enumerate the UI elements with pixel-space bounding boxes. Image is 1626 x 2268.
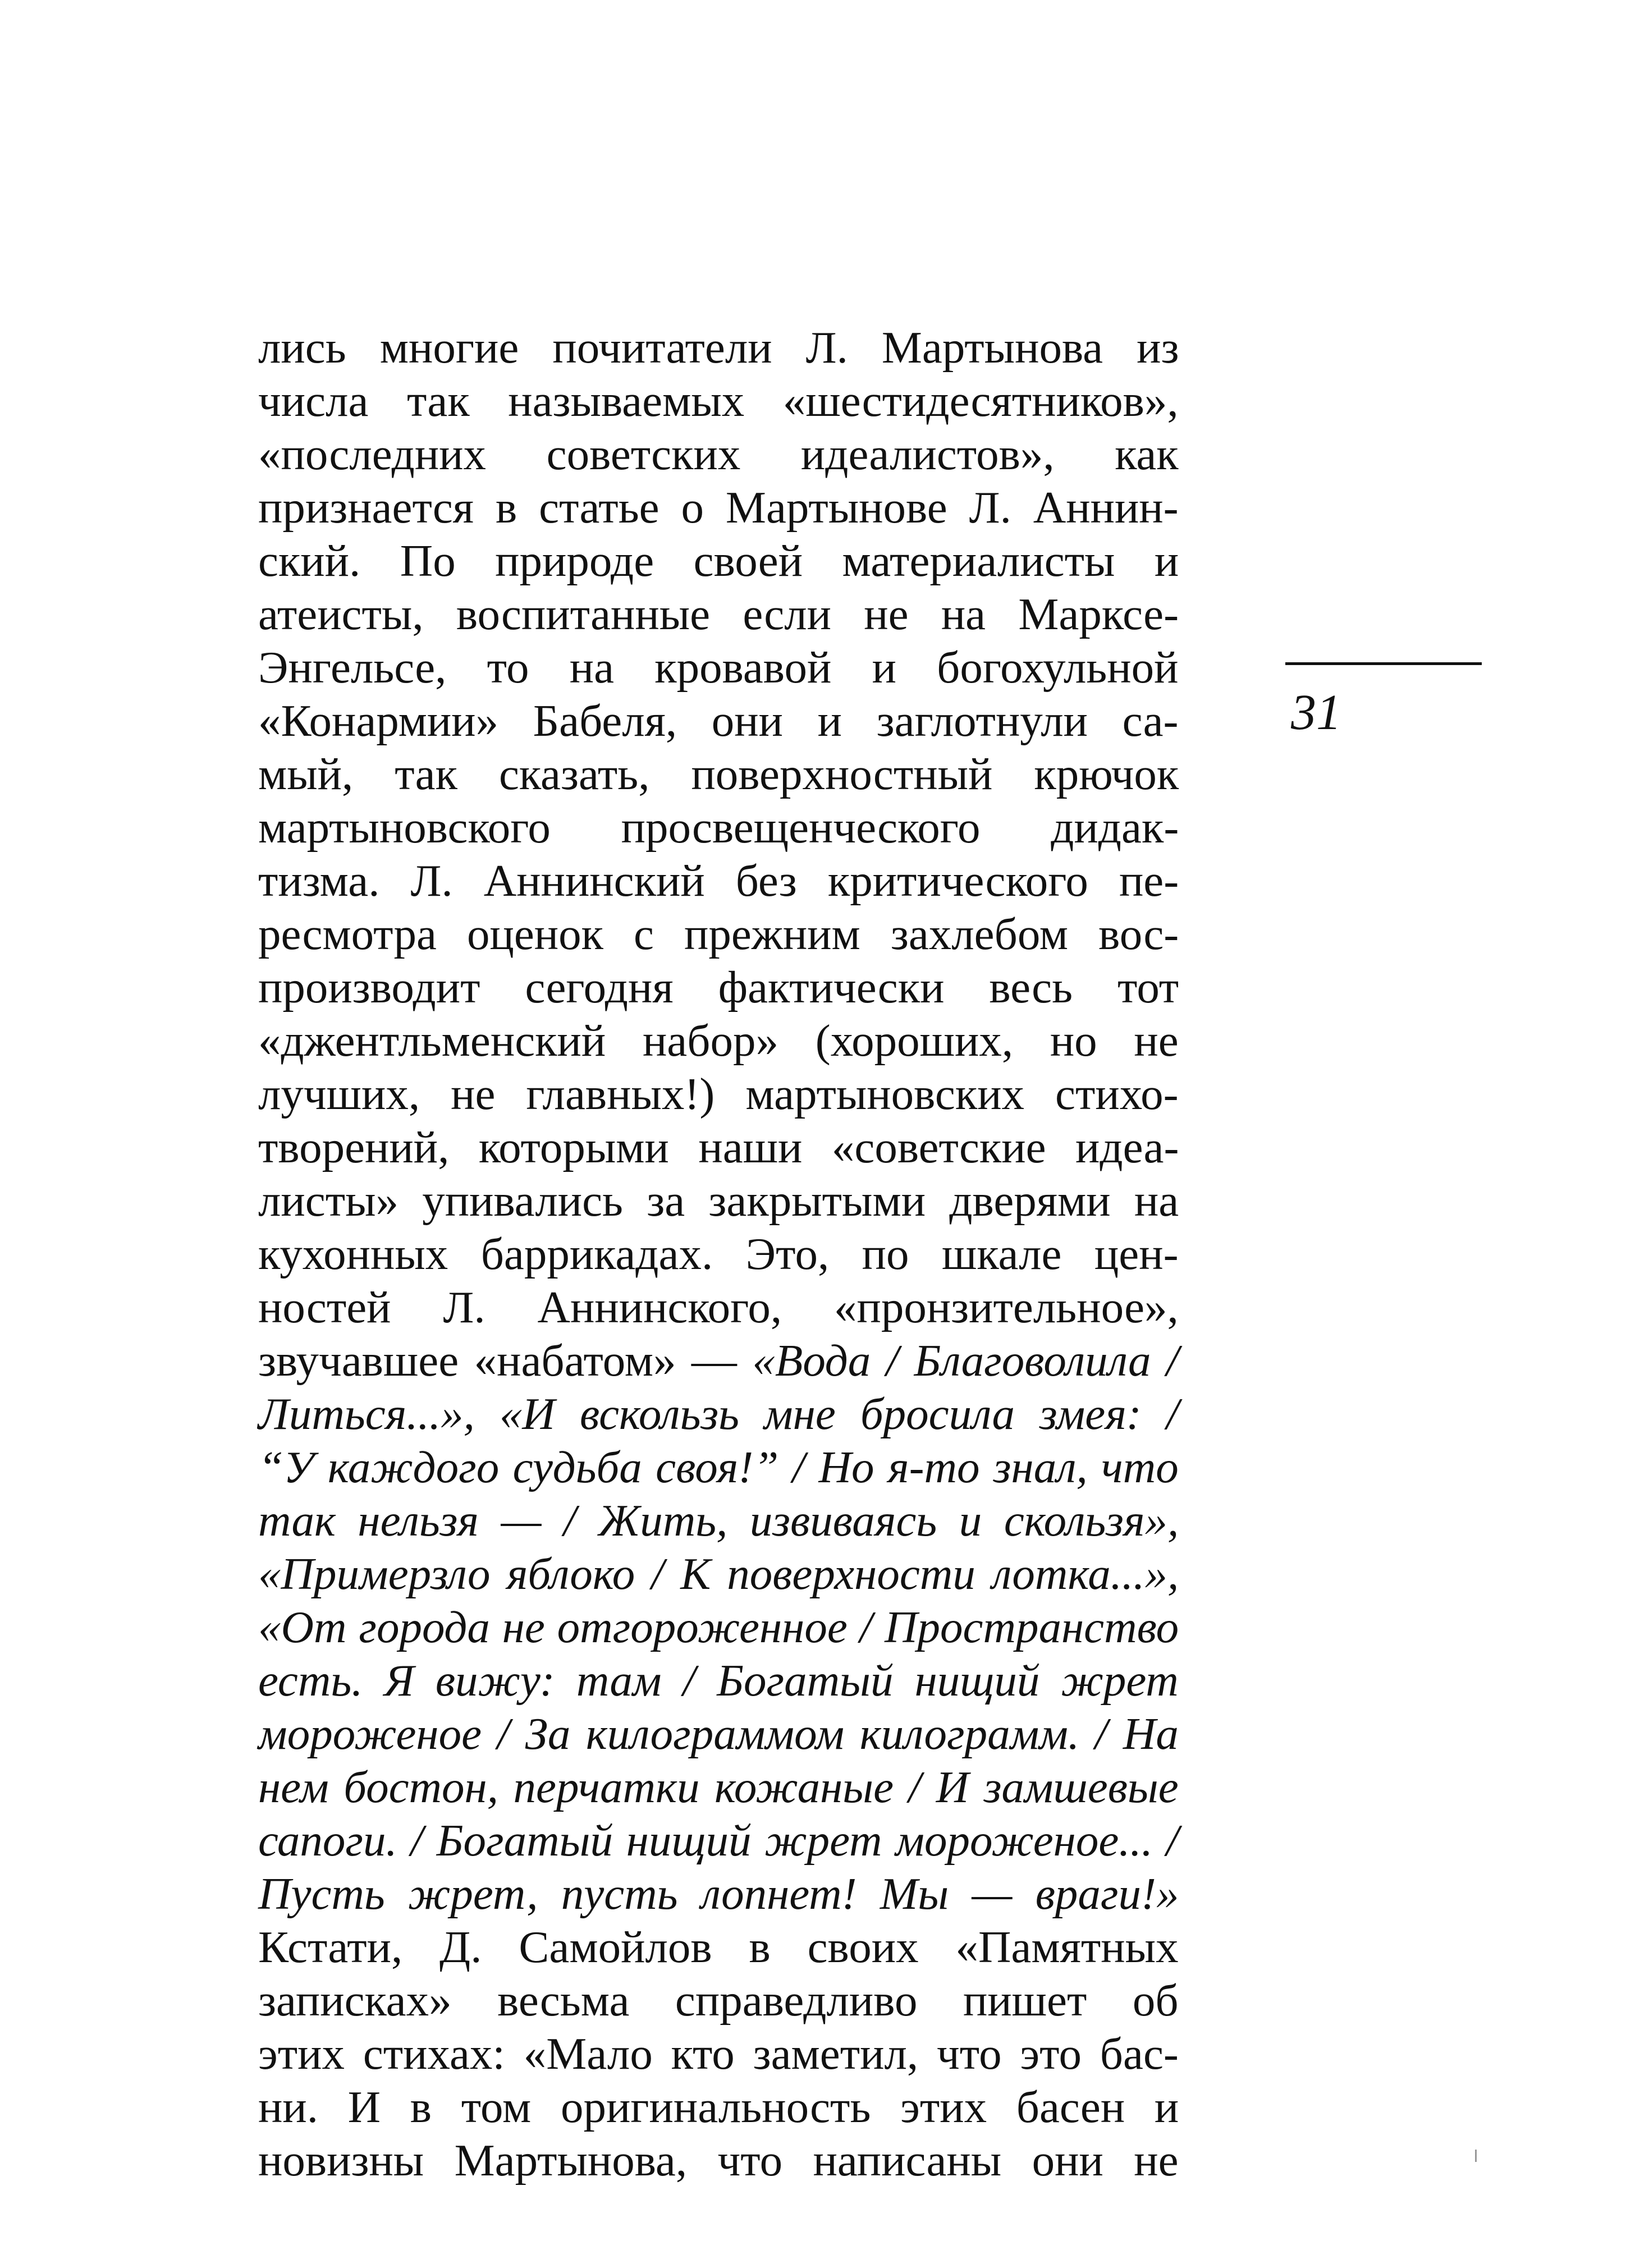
- text-line: мый, так сказать, поверхностный крючок: [258, 749, 1179, 799]
- text-line: «последних советских идеалистов», как: [258, 429, 1179, 479]
- text-line: тизма. Л. Аннинский без критического пе-: [258, 855, 1179, 906]
- quoted-verse-line: “У каждого судьба своя!” / Но я-то знал, что: [258, 1442, 1179, 1492]
- text-line: ни. И в том оригинальность этих басен и: [258, 2082, 1179, 2132]
- quoted-verse-line: мороженое / За килограммом килограмм. / На: [258, 1708, 1179, 1759]
- quoted-verse-line: нем бостон, перчатки кожаные / И замшевые: [258, 1762, 1179, 1812]
- text-line: записках» весьма справедливо пишет об: [258, 1975, 1179, 2026]
- text-line: ский. По природе своей материалисты и: [258, 535, 1179, 586]
- text-line: «джентльменский набор» (хороших, но не: [258, 1015, 1179, 1066]
- text-line: атеисты, воспитанные если не на Марксе-: [258, 589, 1179, 639]
- text-line: производит сегодня фактически весь тот: [258, 962, 1179, 1012]
- text-line: мартыновского просвещенческого дидак-: [258, 802, 1179, 853]
- text-line: кухонных баррикадах. Это, по шкале цен-: [258, 1229, 1179, 1279]
- quoted-verse-start: «Вода / Благоволила /: [752, 1335, 1179, 1386]
- text-line-mixed: [258, 1334, 1179, 1387]
- text-line: лись многие почитатели Л. Мартынова из: [258, 322, 1179, 373]
- quoted-verse-line: «От города не отгороженное / Пространство: [258, 1602, 1179, 1652]
- quoted-verse-line: так нельзя — / Жить, извиваясь и скользя»,: [258, 1495, 1179, 1546]
- text-line: листы» упивались за закрытыми дверями на: [258, 1175, 1179, 1226]
- quoted-verse-line: есть. Я вижу: там / Богатый нищий жрет: [258, 1655, 1179, 1706]
- body-text: [258, 321, 1179, 2187]
- text-line: творений, которыми наши «советские идеа-: [258, 1122, 1179, 1172]
- text-line: лучших, не главных!) мартыновских стихо-: [258, 1069, 1179, 1119]
- text-line: этих стихах: «Мало кто заметил, что это бас-: [258, 2028, 1179, 2079]
- text-line: ресмотра оценок с прежним захлебом вос-: [258, 909, 1179, 959]
- text-line-roman-part: звучавшее «набатом» —: [258, 1335, 753, 1386]
- text-line: «Конармии» Бабеля, они и заглотнули са-: [258, 695, 1179, 746]
- text-line: новизны Мартынова, что написаны они не: [258, 2135, 1179, 2185]
- scan-speck: [1475, 2150, 1477, 2162]
- quoted-verse-line: Пусть жрет, пусть лопнет! Мы — враги!»: [258, 1868, 1179, 1919]
- text-line: признается в статье о Мартынове Л. Аннин-: [258, 482, 1179, 533]
- text-line: Энгельсе, то на кровавой и богохульной: [258, 642, 1179, 693]
- text-line: числа так называемых «шестидесятников»,: [258, 375, 1179, 426]
- quoted-verse-line: сапоги. / Богатый нищий жрет мороженое... /: [258, 1815, 1179, 1866]
- text-line: Кстати, Д. Самойлов в своих «Памятных: [258, 1922, 1179, 1972]
- quoted-verse-line: «Примерзло яблоко / К поверхности лотка...»,: [258, 1548, 1179, 1599]
- quoted-verse-line: Литься...», «И вскользь мне бросила змея: /: [258, 1389, 1179, 1439]
- text-line: ностей Л. Аннинского, «пронзительное»,: [258, 1282, 1179, 1332]
- page-number-rule: [1285, 662, 1482, 665]
- page-number: 31: [1291, 685, 1341, 740]
